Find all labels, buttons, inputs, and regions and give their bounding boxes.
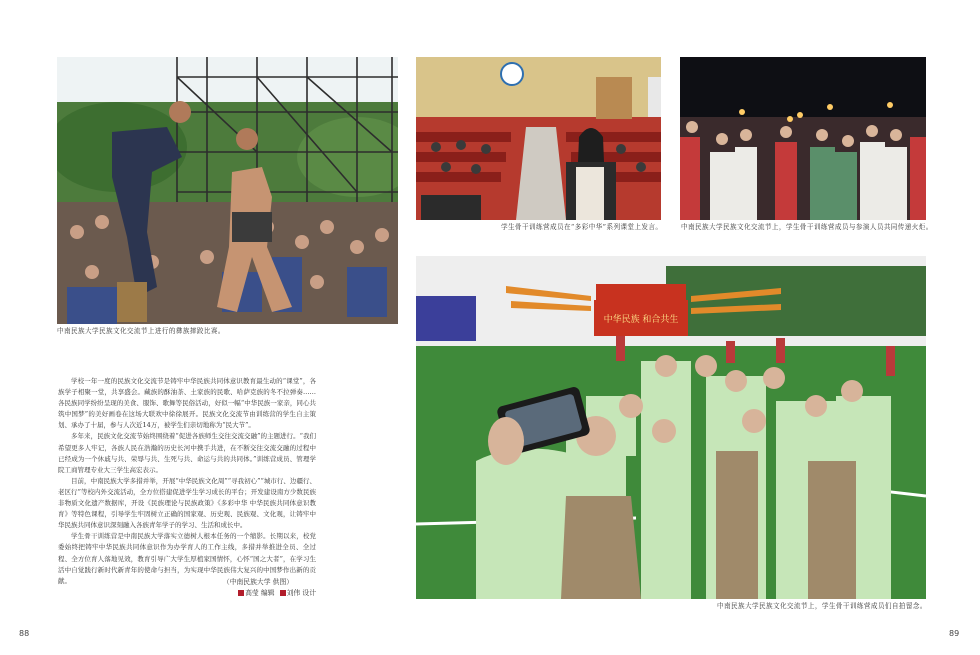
square-bullet-icon	[280, 590, 286, 596]
performance-photo	[680, 57, 926, 220]
selfie-photo	[416, 256, 926, 599]
stage-banner: 中华民族 和合共生	[603, 315, 679, 325]
wrestling-photo	[57, 57, 398, 324]
wrestling-caption: 中南民族大学民族文化交流节上进行的彝族摔跤比赛。	[57, 327, 225, 335]
page-number-right: 89	[949, 629, 960, 638]
article-body	[58, 376, 316, 587]
square-bullet-icon	[238, 590, 244, 596]
article-paragraph-4: 学生骨干训练营是中南民族大学落实立德树人根本任务的一个缩影。长期以来，校党委始终把铸牢中华民族共同体意识作为办学育人的工作主线，多措并举推进全员、全过程、全方位育人落地见效，教育引导广大学生厚植家国情怀，心怀“国之大者”，在学习生活中自觉践行新时代新青年的使命与担当，为实现中华民族伟大复兴的中国梦作出新的贡献。	[58, 532, 316, 585]
article-paragraph-3: 目前，中南民族大学多措并举，开展“中华民族文化周”“寻我初心”“城市行、边疆行、老区行”等校内外交流活动，全方位搭建促进学生学习成长的平台；开发建设南方少数民族非物质文化遗产数据库，开设《民族理论与民族政策》《多彩中华 中华民族共同体意识教育》等特色课程，引导学生牢固树立正确的国家观、历史观、民族观、文化观，让铸牢中华民族共同体意识深刻融入各族青年学子的学习、生活和成长中。	[58, 476, 316, 530]
editor-role: 编辑	[260, 589, 275, 597]
performance-caption: 中南民族大学民族文化交流节上，学生骨干训练营成员与参演人员共同传递火炬。	[681, 223, 933, 231]
photo-source: （中南民族大学 供图）	[222, 578, 294, 586]
selfie-caption: 中南民族大学民族文化交流节上，学生骨干训练营成员们自拍留念。	[717, 602, 927, 610]
article-paragraph-1: 学校一年一度的民族文化交流节是铸牢中华民族共同体意识教育最生动的“课堂”，各族学子相聚一堂，共享盛会。藏族的酥油茶、土家族的民歌、哈萨克族的冬不拉弹奏……各民族同学纷纷呈现的美食、服饰、歌舞等民俗活动，好似一幅“中华民族一家亲，同心共筑中国梦”的美好画卷在这场大联欢中徐徐展开。民族文化交流节由训练营的学生自主策划、承办了十届，参与人次近14万，被学生们亲切地称为“民大节”。	[58, 377, 316, 430]
classroom-caption: 学生骨干训练营成员在“多彩中华”系列课堂上发言。	[501, 223, 663, 231]
editor-name: 高莹	[245, 589, 259, 597]
staff-line	[200, 588, 316, 599]
article-paragraph-2: 多年来，民族文化交流节始终围绕着“促进各族师生交往交流交融”的主题进行。“我们希望更多人牢记，各族人民在浩瀚的历史长河中携手共进，在不断交往交流交融的过程中已经成为一个休戚与共、荣辱与共、生死与共、命运与共的共同体。”训练营成员、管理学院工商管理专业大三学生高宏表示。	[58, 432, 316, 474]
designer-role: 设计	[302, 589, 316, 597]
article-credit	[200, 577, 316, 599]
classroom-photo	[416, 57, 661, 220]
designer-name: 刘伟	[286, 589, 301, 597]
page-number-left: 88	[19, 629, 30, 638]
